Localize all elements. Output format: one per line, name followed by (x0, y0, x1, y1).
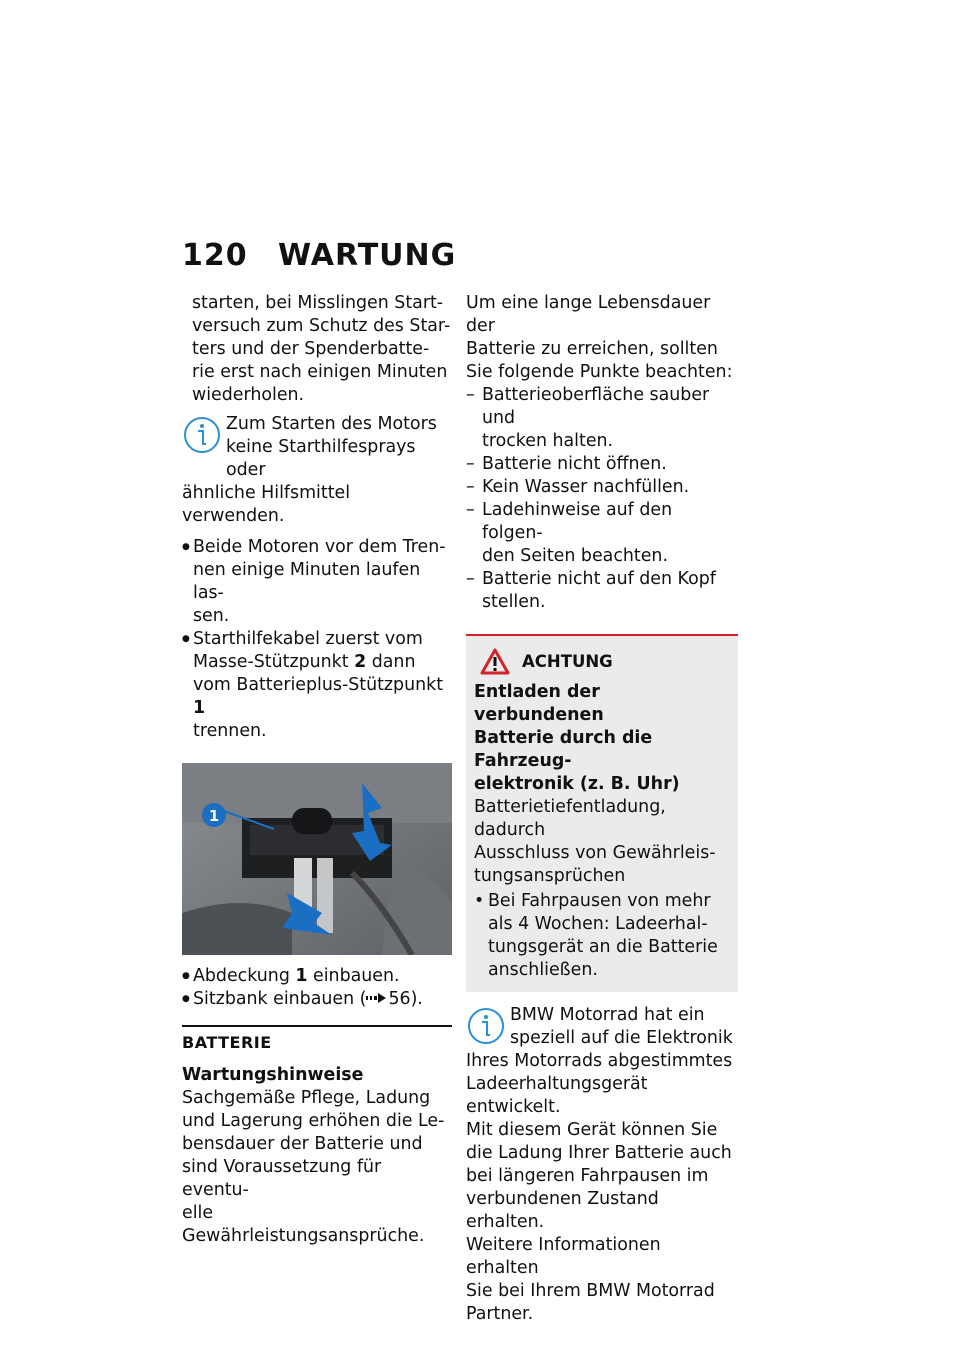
text-line: • Bei Fahrpausen von mehr (488, 891, 711, 911)
text-line: den Seiten beachten. (482, 546, 668, 566)
text: Sitzbank einbauen ( (193, 989, 367, 1009)
info-text: Ihres Motorrads abgestimmtes (466, 1051, 733, 1071)
text-line: – Batterie nicht auf den Kopf (482, 569, 716, 589)
info-text: bei längeren Fahrpausen im (466, 1166, 709, 1186)
info-text: die Ladung Ihrer Batterie auch (466, 1143, 732, 1163)
text-line: tungsansprüchen (474, 866, 626, 886)
info-text: Ladeerhaltungsgerät entwickelt. (466, 1074, 648, 1117)
text-line: nen einige Minuten laufen las- (193, 560, 421, 603)
text-line: Batterie zu erreichen, sollten (466, 339, 718, 359)
sub-title: Wartungshinweise (182, 1065, 364, 1085)
text-line: Batterie durch die Fahrzeug- (474, 728, 653, 771)
text-line: und Lagerung erhöhen die Le- (182, 1111, 445, 1131)
text: vom Batterieplus-Stützpunkt (193, 675, 444, 695)
text-line: trocken halten. (482, 431, 614, 451)
text-line: anschließen. (488, 960, 598, 980)
text: einbauen. (307, 966, 400, 986)
text-line (193, 674, 452, 720)
text: Abdeckung (193, 966, 296, 986)
text-line: Ausschluss von Gewährleis- (474, 843, 716, 863)
text-line: ● Beide Motoren vor dem Tren- (193, 537, 446, 557)
page-reference[interactable]: 56 (388, 989, 411, 1009)
ref-number: 2 (354, 652, 367, 672)
page-title: WARTUNG (278, 238, 457, 273)
text-line: elektronik (z. B. Uhr) (474, 774, 680, 794)
section-title: BATTERIE (182, 1033, 272, 1052)
text-line: rie erst nach einigen Minuten (192, 362, 448, 382)
text-line: ters und der Spenderbatte- (192, 339, 430, 359)
text-line: wiederholen. (192, 385, 305, 405)
text-line: Entladen der verbundenen (474, 682, 604, 725)
right-column (466, 292, 738, 1326)
body-text (182, 1087, 452, 1248)
info-icon (466, 1006, 506, 1046)
intro-text (182, 292, 452, 407)
text-line: Batterietiefentladung, dadurch (474, 797, 666, 840)
text: dann (366, 652, 416, 672)
text-line (193, 988, 452, 1011)
intro-text (466, 292, 738, 384)
list-item (466, 499, 738, 568)
info-text: Sie bei Ihrem BMW Motorrad (466, 1281, 715, 1301)
info-note (182, 413, 452, 528)
text-line: elle Gewährleistungsansprüche. (182, 1203, 425, 1246)
battery-cover-photo (182, 763, 452, 955)
left-column (182, 292, 452, 1248)
info-text: keine Starthilfesprays oder (226, 437, 416, 480)
info-text: speziell auf die Elektronik (510, 1028, 733, 1048)
text-line (193, 651, 452, 674)
warning-title (474, 681, 730, 796)
list-item (182, 988, 452, 1011)
info-icon (182, 415, 222, 455)
text-line: sind Voraussetzung für eventu- (182, 1157, 382, 1200)
text-line: Sie folgende Punkte beachten: (466, 362, 733, 382)
text-line: trennen. (193, 721, 267, 741)
list-item (466, 568, 738, 614)
text-line: starten, bei Misslingen Start- (192, 293, 444, 313)
info-text: verbundenen Zustand erhalten. (466, 1189, 659, 1232)
warning-box (466, 634, 738, 992)
warning-header (480, 648, 730, 675)
warning-body (474, 796, 730, 888)
list-item (182, 965, 452, 988)
section-divider (182, 1025, 452, 1027)
info-text: Mit diesem Gerät können Sie (466, 1120, 718, 1140)
text-line: Sachgemäße Pflege, Ladung (182, 1088, 431, 1108)
text: ). (410, 989, 423, 1009)
text-line: ● Starthilfekabel zuerst vom (193, 629, 423, 649)
page-number: 120 (182, 238, 248, 273)
warning-triangle-icon (480, 648, 510, 675)
list-item (466, 384, 738, 453)
text-line: – Kein Wasser nachfüllen. (482, 477, 690, 497)
ref-number: 1 (295, 966, 308, 986)
info-text: ähnliche Hilfsmittel verwenden. (182, 483, 351, 526)
page-header (182, 238, 456, 273)
text-line: stellen. (482, 592, 546, 612)
list-item (466, 476, 738, 499)
text: Masse-Stützpunkt (193, 652, 355, 672)
text-line: versuch zum Schutz des Star- (192, 316, 451, 336)
text-line: als 4 Wochen: Ladeerhal- (488, 914, 708, 934)
page-reference-arrow-icon (366, 992, 388, 1004)
text-line: sen. (193, 606, 230, 626)
text-line: – Batterieoberfläche sauber und (482, 385, 710, 428)
info-text: Partner. (466, 1304, 534, 1324)
ref-number: 1 (193, 698, 206, 718)
warning-bullet (474, 890, 730, 982)
list-item (466, 453, 738, 476)
list-item (182, 628, 452, 743)
text-line: bensdauer der Batterie und (182, 1134, 423, 1154)
info-text: BMW Motorrad hat ein (510, 1005, 705, 1025)
text-line (193, 965, 452, 988)
text-line: – Ladehinweise auf den folgen- (482, 500, 673, 543)
text-line: – Batterie nicht öffnen. (482, 454, 667, 474)
text-line: Um eine lange Lebensdauer der (466, 293, 711, 336)
info-text: Zum Starten des Motors (226, 414, 437, 434)
list-item (182, 536, 452, 628)
callout-number: 1 (208, 807, 220, 825)
info-note (466, 1004, 738, 1326)
warning-label: ACHTUNG (522, 652, 613, 671)
info-text: Weitere Informationen erhalten (466, 1235, 661, 1278)
text-line: tungsgerät an die Batterie (488, 937, 718, 957)
